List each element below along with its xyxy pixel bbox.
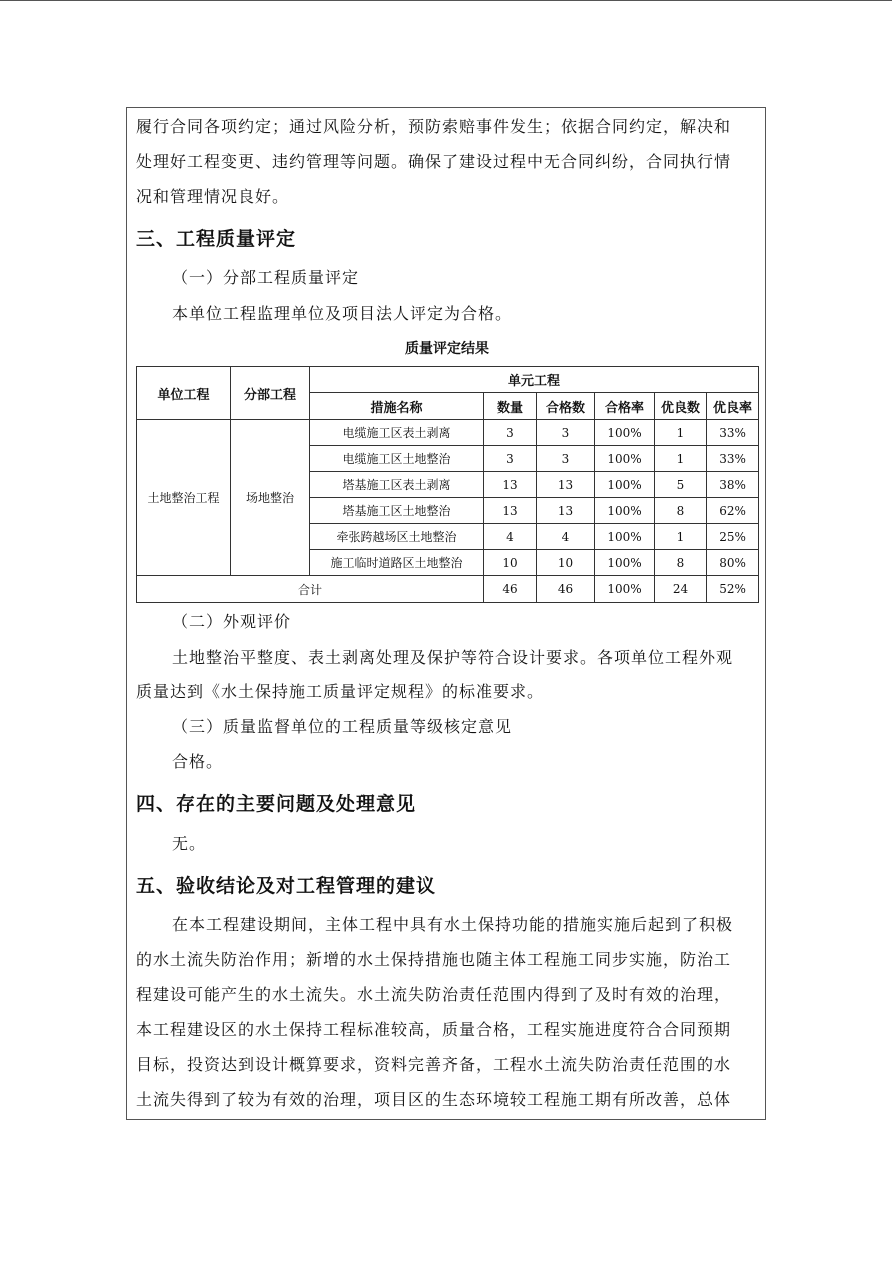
section4-heading: 四、存在的主要问题及处理意见 [136, 793, 417, 815]
header-measure: 措施名称 [310, 393, 484, 420]
body-line: 本单位工程监理单位及项目法人评定为合格。 [172, 304, 513, 323]
header-unit: 单位工程 [137, 367, 231, 420]
count-cell: 3 [484, 420, 537, 446]
pass-rate-cell: 100% [595, 472, 655, 498]
body-line: 处理好工程变更、违约管理等问题。确保了建设过程中无合同纠纷，合同执行情 [136, 152, 732, 171]
header-pass-rate: 合格率 [595, 393, 655, 420]
subsection-title: （一）分部工程质量评定 [172, 268, 360, 287]
pass-cell: 10 [537, 550, 595, 576]
measure-cell: 施工临时道路区土地整治 [310, 550, 484, 576]
excellent-rate-cell: 33% [707, 446, 759, 472]
pass-cell: 13 [537, 472, 595, 498]
excellent-cell: 1 [655, 524, 707, 550]
pass-cell: 4 [537, 524, 595, 550]
pass-rate-cell: 100% [595, 524, 655, 550]
count-cell: 13 [484, 498, 537, 524]
header-element: 单元工程 [310, 367, 759, 393]
top-rule [0, 0, 892, 1]
section5-heading: 五、验收结论及对工程管理的建议 [136, 875, 437, 897]
body-line: 质量达到《水土保持施工质量评定规程》的标准要求。 [136, 682, 545, 701]
count-cell: 4 [484, 524, 537, 550]
count-cell: 3 [484, 446, 537, 472]
total-pass: 46 [537, 576, 595, 603]
header-excellent-rate: 优良率 [707, 393, 759, 420]
body-line: 合格。 [172, 752, 224, 771]
body-line: 目标，投资达到设计概算要求，资料完善齐备，工程水土流失防治责任范围的水 [136, 1055, 732, 1074]
body-line: 在本工程建设期间，主体工程中具有水土保持功能的措施实施后起到了积极 [172, 915, 734, 934]
excellent-rate-cell: 33% [707, 420, 759, 446]
table-header-row [137, 367, 759, 393]
pass-cell: 13 [537, 498, 595, 524]
measure-cell: 塔基施工区表土剥离 [310, 472, 484, 498]
header-pass: 合格数 [537, 393, 595, 420]
body-line: 履行合同各项约定；通过风险分析，预防索赔事件发生；依据合同约定，解决和 [136, 117, 732, 136]
total-pass-rate: 100% [595, 576, 655, 603]
section3-heading: 三、工程质量评定 [136, 228, 297, 250]
excellent-cell: 1 [655, 446, 707, 472]
body-line: 本工程建设区的水土保持工程标准较高，质量合格，工程实施进度符合合同预期 [136, 1020, 732, 1039]
body-line: 况和管理情况良好。 [136, 187, 290, 206]
excellent-cell: 8 [655, 498, 707, 524]
total-excellent-rate: 52% [707, 576, 759, 603]
header-part: 分部工程 [231, 367, 310, 420]
measure-cell: 塔基施工区土地整治 [310, 498, 484, 524]
subsection-title: （三）质量监督单位的工程质量等级核定意见 [172, 717, 513, 736]
excellent-rate-cell: 80% [707, 550, 759, 576]
measure-cell: 牵张跨越场区土地整治 [310, 524, 484, 550]
body-line: 程建设可能产生的水土流失。水土流失防治责任范围内得到了及时有效的治理， [136, 985, 732, 1004]
count-cell: 13 [484, 472, 537, 498]
pass-rate-cell: 100% [595, 446, 655, 472]
body-line: 土流失得到了较为有效的治理，项目区的生态环境较工程施工期有所改善，总体 [136, 1090, 732, 1109]
measure-cell: 电缆施工区表土剥离 [310, 420, 484, 446]
excellent-cell: 5 [655, 472, 707, 498]
unit-name-cell: 土地整治工程 [137, 420, 231, 576]
table-total-row [137, 576, 759, 603]
pass-rate-cell: 100% [595, 498, 655, 524]
table-caption: 质量评定结果 [405, 341, 489, 357]
subsection-title: （二）外观评价 [172, 612, 292, 631]
header-count: 数量 [484, 393, 537, 420]
measure-cell: 电缆施工区土地整治 [310, 446, 484, 472]
excellent-rate-cell: 38% [707, 472, 759, 498]
pass-rate-cell: 100% [595, 550, 655, 576]
header-excellent: 优良数 [655, 393, 707, 420]
excellent-rate-cell: 25% [707, 524, 759, 550]
table-row [137, 420, 759, 446]
total-label: 合计 [137, 576, 484, 603]
quality-table [136, 366, 759, 603]
pass-cell: 3 [537, 420, 595, 446]
total-count: 46 [484, 576, 537, 603]
pass-cell: 3 [537, 446, 595, 472]
pass-rate-cell: 100% [595, 420, 655, 446]
part-name-cell: 场地整治 [231, 420, 310, 576]
excellent-cell: 1 [655, 420, 707, 446]
body-line: 无。 [172, 834, 207, 853]
total-excellent: 24 [655, 576, 707, 603]
excellent-cell: 8 [655, 550, 707, 576]
body-line: 土地整治平整度、表土剥离处理及保护等符合设计要求。各项单位工程外观 [172, 648, 734, 667]
count-cell: 10 [484, 550, 537, 576]
body-line: 的水土流失防治作用；新增的水土保持措施也随主体工程施工同步实施，防治工 [136, 950, 732, 969]
excellent-rate-cell: 62% [707, 498, 759, 524]
